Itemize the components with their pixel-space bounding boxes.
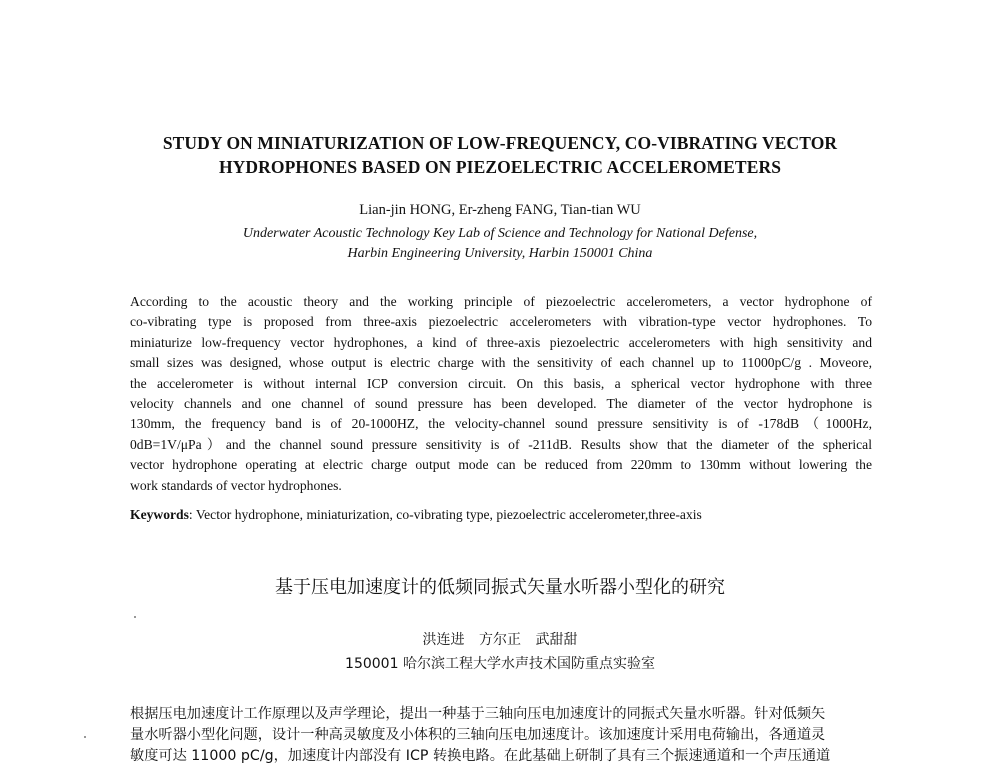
author-list: Lian-jin HONG, Er-zheng FANG, Tian-tian WU [359, 202, 641, 218]
abstract-line: According to the acoustic theory and the working principle of piezoelectric accelerometers, a vector hydrophone of [130, 294, 872, 309]
chinese-title: 基于压电加速度计的低频同振式矢量水听器小型化的研究 [275, 577, 725, 598]
chinese-abstract-line: 敏度可达 11000 pC/g，加速度计内部没有 ICP 转换电路。在此基础上研制了具有三个振速通道和一个声压通道 [130, 748, 831, 764]
abstract-line: work standards of vector hydrophones. [130, 477, 342, 493]
keywords-text: : Vector hydrophone, miniaturization, co-vibrating type, piezoelectric accelerometer,three-axis [188, 507, 702, 522]
keywords [130, 506, 872, 524]
affiliation [100, 224, 900, 264]
abstract-line: the accelerometer is without internal ICP conversion circuit. On this basis, a spherical vector hydrophone with three [130, 375, 872, 391]
abstract-line: velocity channels and one channel of sound pressure has been developed. The diameter of the vector hydrophone is [130, 396, 872, 412]
title-line-1: STUDY ON MINIATURIZATION OF LOW-FREQUENCY, CO-VIBRATING VECTOR [162, 133, 838, 153]
abstract-line: miniaturize low-frequency vector hydrophones, a kind of three-axis piezoelectric accelerometers with high sensitivity and [130, 334, 872, 350]
abstract [130, 292, 872, 496]
paper-title [100, 131, 900, 179]
affiliation-line-2: Harbin Engineering University, Harbin 150001 China [347, 246, 653, 261]
chinese-abstract [130, 704, 872, 767]
scan-speck [84, 736, 86, 738]
chinese-abstract-line: 量水听器小型化问题，设计一种高灵敏度及小体积的三轴向压电加速度计。该加速度计采用电荷输出，各通道灵 [130, 727, 826, 743]
chinese-affiliation: 150001 哈尔滨工程大学水声技术国防重点实验室 [345, 656, 655, 672]
affiliation-line-1: Underwater Acoustic Technology Key Lab of Science and Technology for National Defense, [242, 226, 758, 241]
abstract-line: vector hydrophone operating at electric charge output mode can be reduced from 220mm to 130mm without lowering the [130, 457, 872, 473]
chinese-abstract-line: 根据压电加速度计工作原理以及声学理论，提出一种基于三轴向压电加速度计的同振式矢量水听器。针对低频矢 [130, 706, 826, 722]
keywords-label: Keywords [130, 507, 189, 522]
abstract-line: 0dB=1V/μPa）and the channel sound pressure sensitivity is of -211dB. Results show that the diameter of the spherical [130, 436, 872, 452]
abstract-line: 130mm, the frequency band is of 20-1000HZ, the velocity-channel sound pressure sensitivity is of -178dB（1000Hz, [130, 416, 872, 432]
title-line-2: HYDROPHONES BASED ON PIEZOELECTRIC ACCELEROMETERS [218, 157, 782, 177]
abstract-line: small sizes was designed, whose output is electric charge with the sensitivity of each channel up to 11000pC/g . Moveore, [130, 355, 872, 371]
chinese-authors: 洪连进 方尔正 武甜甜 [422, 632, 578, 648]
scan-speck [134, 616, 136, 618]
abstract-line: co-vibrating type is proposed from three-axis piezoelectric accelerometers with vibration-type vector hydrophones. To [130, 314, 872, 330]
